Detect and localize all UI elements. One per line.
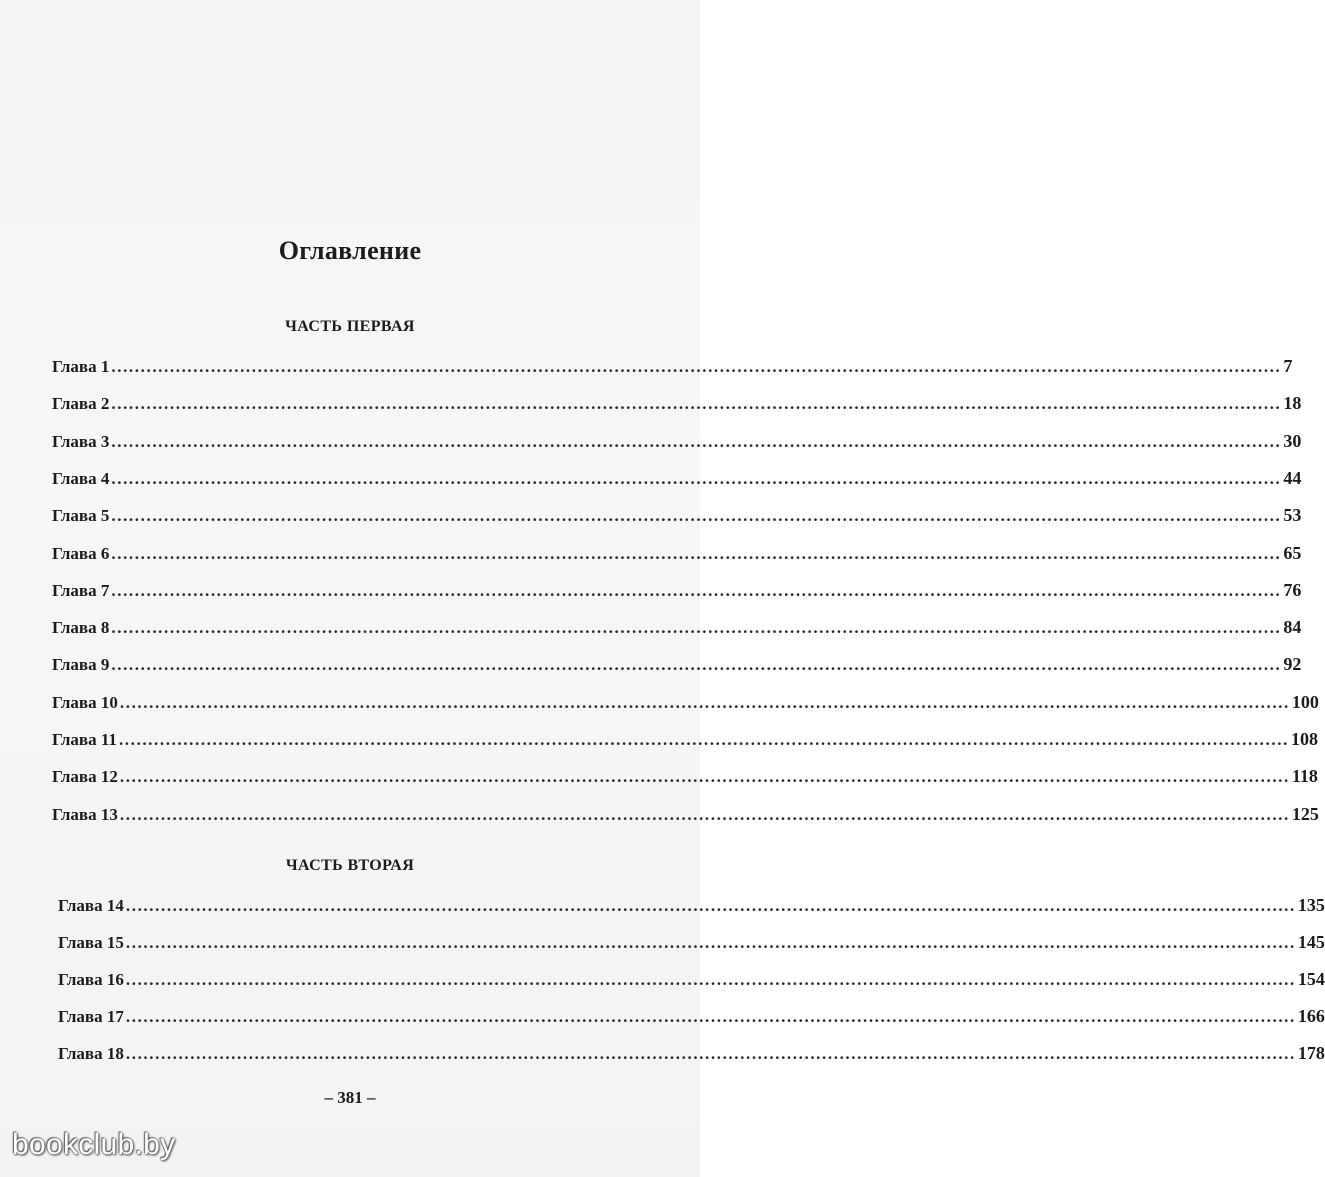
toc-entry (52, 391, 1302, 415)
toc-entry (58, 1004, 1325, 1028)
toc-leader-dots: ........................................................................................................................................................................................................ (125, 933, 1296, 953)
toc-entry-page: 108 (1290, 729, 1318, 749)
toc-entry-page: 100 (1291, 691, 1319, 712)
toc-entry (52, 503, 1302, 527)
toc-leader-dots: ........................................................................................................................................................................................................ (111, 431, 1282, 451)
toc-entry-label: Глава 4 (52, 468, 110, 488)
toc-entry-label: Глава 5 (52, 506, 110, 526)
toc-entry-label: Глава 17 (58, 1007, 124, 1027)
toc-leader-dots: ........................................................................................................................................................................................................ (111, 394, 1282, 414)
toc-leader-dots: ........................................................................................................................................................................................................ (125, 1044, 1296, 1064)
toc-leader-dots: ........................................................................................................................................................................................................ (125, 1007, 1296, 1027)
toc-entry (58, 1041, 1325, 1065)
toc-entry-label: Глава 15 (58, 933, 124, 953)
toc-entry (52, 690, 1319, 714)
toc-entry (58, 930, 1325, 954)
toc-leader-dots: ........................................................................................................................................................................................................ (119, 804, 1290, 824)
toc-entry-label: Глава 12 (52, 767, 118, 787)
toc-entry (52, 764, 1318, 788)
toc-entry (52, 466, 1302, 490)
toc-entry-label: Глава 8 (52, 618, 110, 638)
toc-leader-dots: ........................................................................................................................................................................................................ (119, 767, 1290, 787)
toc-leader-dots: ........................................................................................................................................................................................................ (111, 506, 1282, 526)
toc-entry-label: Глава 3 (52, 431, 110, 451)
toc-entry-page: 30 (1283, 430, 1302, 451)
toc-leader-dots: ........................................................................................................................................................................................................ (118, 730, 1289, 749)
toc-leader-dots: ........................................................................................................................................................................................................ (111, 655, 1282, 675)
toc-entry (52, 429, 1302, 453)
toc-leader-dots: ........................................................................................................................................................................................................ (111, 580, 1282, 600)
toc-entry-label: Глава 14 (58, 896, 124, 915)
toc-entry-label: Глава 7 (52, 580, 110, 600)
toc-leader-dots: ........................................................................................................................................................................................................ (111, 543, 1282, 563)
part-two-title: ЧАСТЬ ВТОРАЯ (285, 857, 415, 874)
toc-entry-page: 92 (1283, 654, 1302, 675)
watermark-logo: bookclub.by (12, 1128, 176, 1161)
toc-entry (58, 893, 1325, 917)
toc-entry-label: Глава 18 (58, 1044, 124, 1064)
toc-entry-page: 178 (1297, 1043, 1325, 1064)
part-one-title: ЧАСТЬ ПЕРВАЯ (285, 318, 415, 335)
toc-entry-label: Глава 6 (52, 543, 110, 563)
toc-entry-label: Глава 13 (52, 804, 118, 824)
toc-entry-page: 18 (1283, 393, 1302, 414)
toc-entry-page: 118 (1291, 766, 1318, 787)
toc-leader-dots: ........................................................................................................................................................................................................ (111, 618, 1282, 638)
toc-entry (52, 652, 1302, 676)
toc-leader-dots: ........................................................................................................................................................................................................ (125, 970, 1296, 990)
toc-entry-page: 7 (1283, 356, 1293, 376)
toc-entry-label: Глава 16 (58, 970, 124, 990)
toc-entry-page: 53 (1283, 505, 1302, 526)
toc-entry-page: 166 (1297, 1006, 1325, 1027)
toc-leader-dots: ........................................................................................................................................................................................................ (111, 357, 1282, 376)
toc-entry-label: Глава 9 (52, 655, 110, 675)
toc-entry-page: 44 (1283, 467, 1302, 488)
toc-entry-page: 84 (1283, 617, 1302, 638)
toc-heading: Оглавление (278, 236, 422, 265)
toc-entry-label: Глава 11 (52, 730, 117, 749)
toc-entry-page: 135 (1297, 895, 1325, 915)
toc-entry-label: Глава 1 (52, 357, 110, 376)
toc-entry (52, 727, 1318, 751)
toc-entry (58, 967, 1325, 991)
toc-entry-label: Глава 10 (52, 692, 118, 712)
toc-entry-page: 65 (1283, 542, 1302, 563)
toc-entry-page: 76 (1283, 579, 1302, 600)
toc-entry (52, 354, 1293, 378)
toc-entry (52, 802, 1319, 826)
page-number: – 381 – (324, 1088, 376, 1107)
toc-leader-dots: ........................................................................................................................................................................................................ (125, 896, 1296, 915)
toc-entry-page: 154 (1297, 969, 1325, 990)
toc-entry (52, 615, 1302, 639)
toc-leader-dots: ........................................................................................................................................................................................................ (111, 468, 1282, 488)
toc-entry-page: 145 (1297, 932, 1325, 953)
toc-entry-label: Глава 2 (52, 394, 110, 414)
toc-entry (52, 541, 1302, 565)
toc-entry-page: 125 (1291, 803, 1319, 824)
toc-leader-dots: ........................................................................................................................................................................................................ (119, 692, 1290, 712)
toc-entry (52, 578, 1302, 602)
